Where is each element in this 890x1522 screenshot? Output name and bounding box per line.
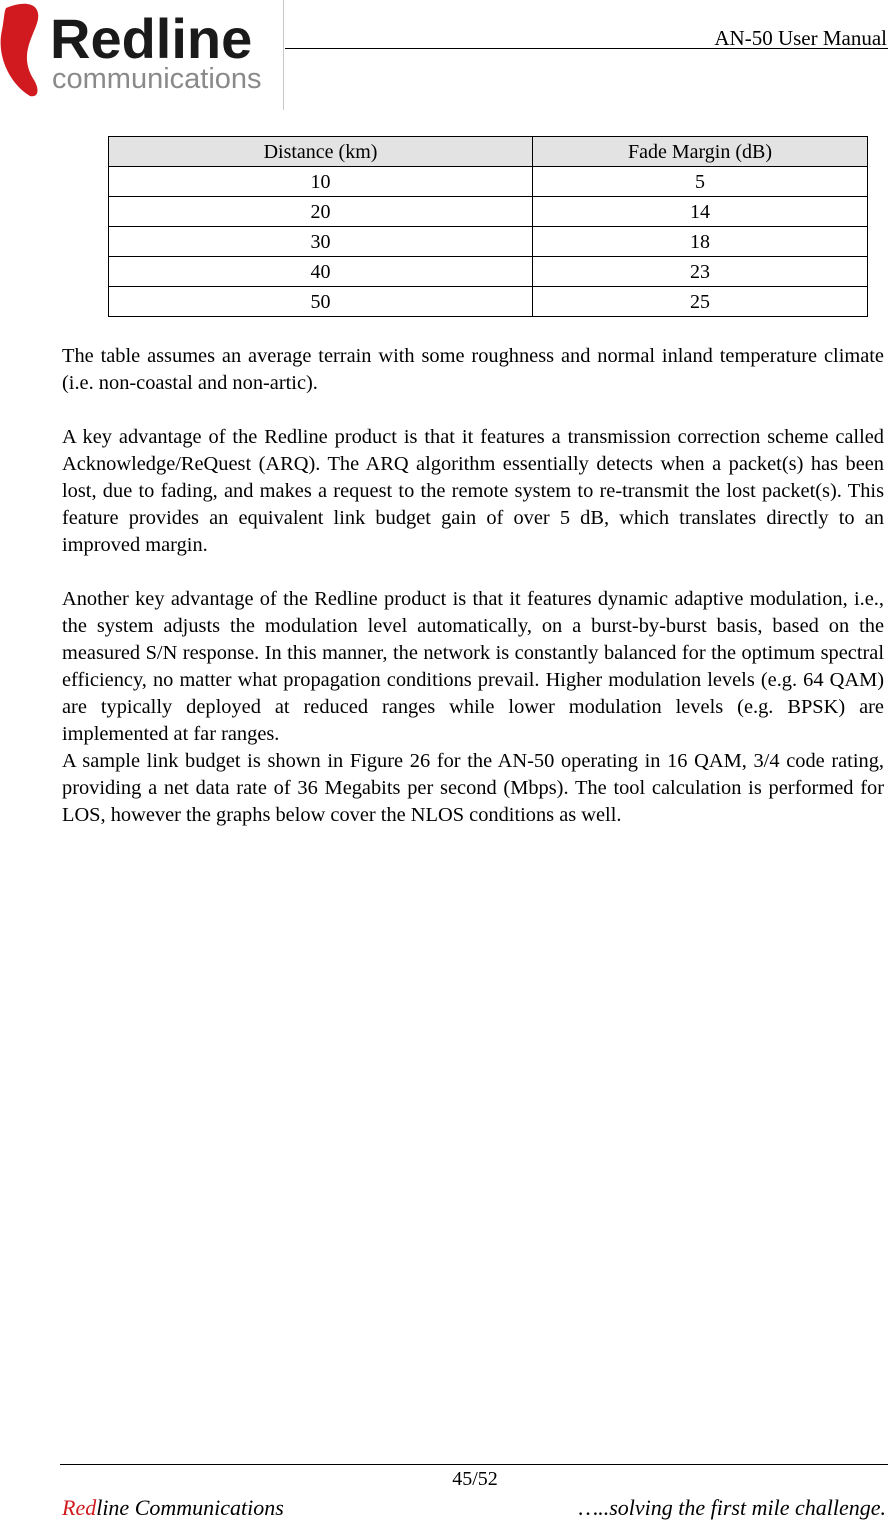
column-header-distance: Distance (km)	[109, 137, 533, 167]
table-row	[109, 197, 868, 227]
body-text	[62, 343, 884, 829]
paragraph-adaptive-modulation: Another key advantage of the Redline product is that it features dynamic adaptive modulation, i.e., the system adjusts the modulation level automatically, on a burst-by-burst basis, based on the measured S/N response. In this manner, the network is constantly balanced for the optimum spectral efficiency, no matter what propagation conditions prevail. Higher modulation levels (e.g. 64 QAM) are typically deployed at reduced ranges while lower modulation levels (e.g. BPSK) are implemented at far ranges.	[62, 588, 884, 745]
logo-brand: Redline	[50, 7, 253, 70]
table-row	[109, 227, 868, 257]
logo-swoosh-icon	[1, 4, 39, 97]
manual-title: AN-50 User Manual	[714, 26, 887, 50]
footer-tagline: …..solving the first mile challenge.	[578, 1495, 886, 1520]
distance-cell: 10	[109, 167, 533, 197]
logo-graphic	[0, 0, 285, 110]
redline-logo	[0, 0, 285, 110]
paragraph-terrain: The table assumes an average terrain with some roughness and normal inland temperature climate (i.e. non-coastal and non-artic).	[62, 345, 884, 394]
distance-cell: 30	[109, 227, 533, 257]
logo-subbrand: communications	[52, 63, 262, 95]
fade-margin-cell: 25	[533, 287, 868, 317]
fade-margin-table	[108, 136, 868, 317]
distance-cell: 40	[109, 257, 533, 287]
column-header-fade-margin: Fade Margin (dB)	[533, 137, 868, 167]
logo-divider	[283, 0, 284, 110]
distance-cell: 20	[109, 197, 533, 227]
table-row	[109, 257, 868, 287]
footer-rule	[60, 1464, 888, 1465]
fade-margin-cell: 18	[533, 227, 868, 257]
footer-company-rest: line Communications	[96, 1495, 284, 1520]
distance-cell: 50	[109, 287, 533, 317]
page-number: 45/52	[452, 1468, 498, 1490]
fade-margin-cell: 5	[533, 167, 868, 197]
table-header-row	[109, 137, 868, 167]
footer-company-red: Red	[62, 1495, 97, 1520]
paragraph-arq: A key advantage of the Redline product is that it features a transmission correction scheme called Acknowledge/ReQuest (ARQ). The ARQ algorithm essentially detects when a packet(s) has been lost, due to fading, and makes a request to the remote system to re-transmit the lost packet(s). This feature provides an equivalent link budget gain of over 5 dB, which translates directly to an improved margin.	[62, 426, 884, 556]
table-row	[109, 287, 868, 317]
paragraph-link-budget: A sample link budget is shown in Figure 26 for the AN-50 operating in 16 QAM, 3/4 code rating, providing a net data rate of 36 Megabits per second (Mbps). The tool calculation is performed for LOS, however the graphs below cover the NLOS conditions as well.	[62, 750, 884, 826]
fade-margin-cell: 23	[533, 257, 868, 287]
fade-margin-cell: 14	[533, 197, 868, 227]
table-row	[109, 167, 868, 197]
footer-company	[62, 1495, 284, 1521]
